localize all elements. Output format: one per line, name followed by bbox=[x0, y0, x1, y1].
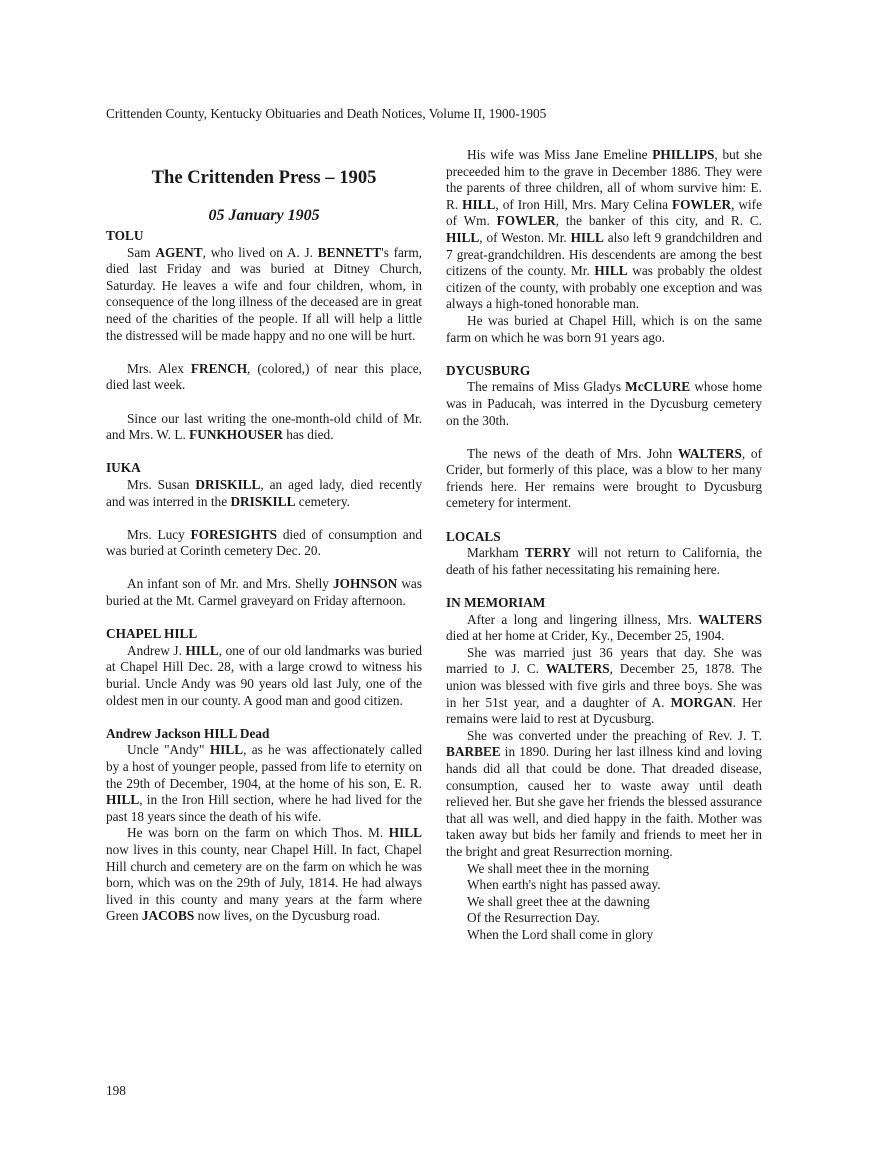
surname: BENNETT bbox=[317, 244, 382, 260]
obituary-walters-notice: The news of the death of Mrs. John WALTERS, of Crider, but formerly of this place, was a blow to her many friends here. Her remains were brought to Dycusburg cemetery for interment. bbox=[446, 445, 762, 511]
obituary-hill-brief: Andrew J. HILL, one of our old landmarks was buried at Chapel Hill Dec. 28, with a large crowd to witness his burial. Uncle Andy was 90 years old last July, one of the oldest men in our county. A good man and good citizen. bbox=[106, 642, 422, 708]
surname: JOHNSON bbox=[332, 576, 398, 592]
surname: FRENCH bbox=[190, 360, 248, 376]
section-heading-dycusburg: DYCUSBURG bbox=[446, 362, 531, 378]
surname: HILL bbox=[446, 229, 480, 245]
surname: BARBEE bbox=[446, 744, 501, 760]
surname: AGENT bbox=[155, 244, 203, 260]
surname: TERRY bbox=[524, 545, 572, 561]
local-terry: Markham TERRY will not return to California, the death of his father necessitating his remaining here. bbox=[446, 545, 762, 577]
poem-line: Of the Resurrection Day. bbox=[467, 910, 600, 926]
surname: MORGAN bbox=[670, 694, 733, 710]
page-header: Crittenden County, Kentucky Obituaries and Death Notices, Volume II, 1900-1905 bbox=[106, 106, 547, 121]
obituary-mcclure: The remains of Miss Gladys McCLURE whose home was in Paducah, was interred in the Dycusburg cemetery on the 30th. bbox=[446, 379, 763, 428]
obituary-french: Mrs. Alex FRENCH, (colored,) of near this place, died last week. bbox=[106, 360, 422, 393]
poem-line: When the Lord shall come in glory bbox=[467, 926, 654, 942]
page-number: 198 bbox=[106, 1083, 126, 1098]
left-column bbox=[106, 147, 422, 925]
surname: HILL bbox=[106, 792, 140, 808]
surname: HILL bbox=[185, 642, 219, 658]
surname: FOWLER bbox=[671, 196, 732, 212]
section-heading-tolu: TOLU bbox=[106, 228, 144, 243]
obituary-hill-p2: He was born on the farm on which Thos. M. HILL now lives in this county, near Chapel Hill. In fact, Chapel Hill church and cemetery are on the farm on which he was born, which was on the 29th of July, 1814. He had always lived in this county and many years at the farm where Green JACOBS now lives, on the Dycusburg road. bbox=[106, 825, 422, 924]
obituary-hill-p4: He was buried at Chapel Hill, which is on the same farm on which he was born 91 years ago. bbox=[446, 312, 762, 345]
obituary-agent: Sam AGENT, who lived on A. J. BENNETT's farm, died last Friday and was buried at Ditney Church, Saturday. He leaves a wife and four children, whom, in consequence of the long illness of the deceased are in great need of the charities of the people. If all will help a little the distressed will be made happy and no one will be hurt. bbox=[106, 244, 423, 343]
issue-date: 05 January 1905 bbox=[208, 207, 320, 224]
surname: DRISKILL bbox=[230, 493, 296, 509]
memoriam-p3: She was converted under the preaching of Rev. J. T. BARBEE in 1890. During her last illness kind and loving hands did all that could be done. That dreaded disease, consumption, caused her to waste away until death relieved her. But she gave her friends the blessed assurance that all was well, and died happy in the faith. Mother was taken away but bids her family and friends to meet her in the bright and great Resurrection morning. bbox=[446, 727, 762, 859]
surname: McCLURE bbox=[625, 379, 691, 395]
surname: HILL bbox=[462, 196, 496, 212]
memoriam-poem bbox=[446, 861, 762, 944]
surname: WALTERS bbox=[678, 445, 742, 461]
masthead-title: The Crittenden Press – 1905 bbox=[151, 167, 377, 188]
right-column bbox=[446, 147, 762, 944]
memoriam-p2: She was married just 36 years that day. She was married to J. C. WALTERS, December 25, 1878. The union was blessed with five girls and three boys. She was in her 51st year, and a daughter of A. MORGAN. Her remains were laid to rest at Dycusburg. bbox=[446, 644, 762, 727]
obituary-foresights: Mrs. Lucy FORESIGHTS died of consumption and was buried at Corinth cemetery Dec. 20. bbox=[106, 526, 422, 559]
surname: JACOBS bbox=[141, 908, 195, 924]
surname: HILL bbox=[594, 263, 628, 279]
section-heading-in-memoriam: IN MEMORIAM bbox=[446, 595, 546, 611]
surname: FUNKHOUSER bbox=[189, 427, 283, 443]
memoriam-p1: After a long and lingering illness, Mrs. WALTERS died at her home at Crider, Ky., December 25, 1904. bbox=[446, 611, 762, 644]
surname: HILL bbox=[209, 742, 244, 758]
surname: HILL bbox=[570, 229, 604, 245]
surname: HILL bbox=[388, 825, 422, 841]
obituary-driskill: Mrs. Susan DRISKILL, an aged lady, died recently and was interred in the DRISKILL cemetery. bbox=[106, 476, 422, 509]
surname: WALTERS bbox=[545, 661, 610, 677]
obituary-johnson: An infant son of Mr. and Mrs. Shelly JOHNSON was buried at the Mt. Carmel graveyard on Friday afternoon. bbox=[106, 576, 422, 609]
obituary-hill-p3: His wife was Miss Jane Emeline PHILLIPS, but she preceeded him to the grave in December 1886. They were the parents of three children, all of whom survive him: E. R. HILL, of Iron Hill, Mrs. Mary Celina FOWLER, wife of Wm. FOWLER, the banker of this city, and R. C. HILL, of Weston. Mr. HILL also left 9 grandchildren and 7 great-grandchildren. His descendents are among the best citizens of the county. Mr. HILL was probably the oldest citizen of the county, with probably one exception and was always a high-toned honorable man. bbox=[446, 147, 763, 312]
surname: WALTERS bbox=[698, 611, 762, 627]
poem-line: We shall greet thee at the dawning bbox=[467, 893, 650, 909]
obituary-funkhouser: Since our last writing the one-month-old child of Mr. and Mrs. W. L. FUNKHOUSER has died. bbox=[106, 410, 422, 443]
obituary-hill-p1: Uncle "Andy" HILL, as he was affectionately called by a host of younger people, passed from life to eternity on the 29th of December, 1904, at the home of his son, E. R. HILL, in the Iron Hill section, where he had lived for the past 18 years since the death of his wife. bbox=[106, 742, 422, 824]
section-heading-chapel-hill: CHAPEL HILL bbox=[106, 626, 198, 642]
surname: FORESIGHTS bbox=[190, 526, 278, 542]
poem-line: We shall meet thee in the morning bbox=[467, 860, 650, 876]
section-heading-hill-dead: Andrew Jackson HILL Dead bbox=[106, 725, 270, 741]
surname: DRISKILL bbox=[195, 476, 261, 492]
poem-line: When earth's night has passed away. bbox=[467, 877, 661, 893]
section-heading-locals: LOCALS bbox=[446, 528, 501, 544]
surname: PHILLIPS bbox=[652, 147, 715, 162]
surname: FOWLER bbox=[496, 213, 556, 229]
section-heading-iuka: IUKA bbox=[106, 460, 141, 476]
